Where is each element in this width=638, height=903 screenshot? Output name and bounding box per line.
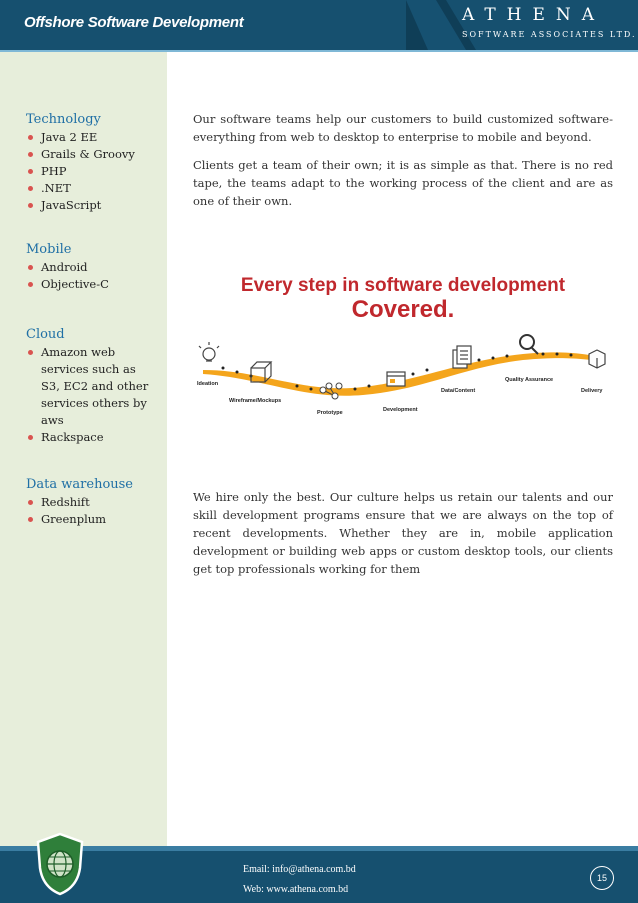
development-steps-diagram (193, 262, 615, 422)
sidebar-section-mobile (26, 241, 168, 293)
bullet-icon (28, 169, 33, 174)
team-paragraph: Clients get a team of their own; it is as simple as that. There is no red tape, the teams adapt to the working process of the client and are as one of their own. (193, 158, 613, 208)
brand-subtitle: SOFTWARE ASSOCIATES LTD. (462, 30, 637, 39)
bullet-icon (28, 135, 33, 140)
step-label: Quality Assurance (505, 377, 554, 383)
bullet-icon (28, 500, 33, 505)
bullet-icon (28, 517, 33, 522)
bullet-icon (28, 435, 33, 440)
list-item: Greenplum (26, 511, 168, 528)
step-label: Ideation (197, 381, 219, 387)
lightbulb-icon (199, 342, 219, 361)
sidebar-section-cloud (26, 326, 154, 446)
footer-web: Web: www.athena.com.bd (243, 884, 349, 895)
step-label: Data/Content (441, 388, 476, 394)
list-item: .NET (26, 180, 168, 197)
delivery-box-icon (589, 350, 605, 368)
section-heading: Data warehouse (26, 477, 134, 492)
list-item: Redshift (26, 494, 168, 511)
sidebar-section-technology (26, 111, 168, 214)
diagram-title: Every step in software development (240, 275, 566, 296)
list-item: Objective-C (26, 276, 168, 293)
page-number: 15 (590, 866, 614, 890)
section-heading: Mobile (26, 242, 72, 257)
list-item: Java 2 EE (26, 129, 168, 146)
step-label: Wireframe/Mockups (229, 398, 282, 404)
intro-paragraph: Our software teams help our customers to build customized software- everything from web to desktop to enterprise to mobile and beyond. (193, 112, 613, 144)
diagram-subtitle: Covered. (351, 296, 455, 323)
header-title: Offshore Software Development (24, 14, 244, 31)
step-label: Delivery (581, 388, 603, 394)
footer-email: Email: info@athena.com.bd (243, 864, 356, 875)
page-header (0, 0, 638, 50)
bullet-icon (28, 152, 33, 157)
brand-logo (406, 0, 638, 50)
bullet-icon (28, 282, 33, 287)
development-window-icon (387, 372, 405, 386)
magnifier-icon (520, 335, 538, 354)
bullet-icon (28, 265, 33, 270)
bullet-icon (28, 350, 33, 355)
step-label: Prototype (317, 410, 343, 416)
bullet-icon (28, 203, 33, 208)
step-label: Development (383, 407, 418, 413)
footer-accent (0, 846, 638, 851)
brand-name: ATHENA (462, 5, 606, 25)
list-item: Android (26, 259, 168, 276)
list-item: Rackspace (26, 429, 154, 446)
list-item: PHP (26, 163, 168, 180)
section-heading: Technology (26, 112, 101, 127)
list-item: Grails & Groovy (26, 146, 168, 163)
list-item: Amazon web services such as S3, EC2 and other services others by aws (26, 344, 154, 429)
sidebar-section-data-warehouse (26, 476, 168, 528)
hiring-paragraph: We hire only the best. Our culture helps us retain our talents and our skill development programs ensure that we are always on the top of recent developments. Whether they are in, mobile application development or building web apps or custom desktop tools, our clients get top professionals working for them (193, 490, 613, 576)
list-item: JavaScript (26, 197, 168, 214)
shield-globe-icon (36, 832, 84, 896)
section-heading: Cloud (26, 327, 65, 342)
bullet-icon (28, 186, 33, 191)
